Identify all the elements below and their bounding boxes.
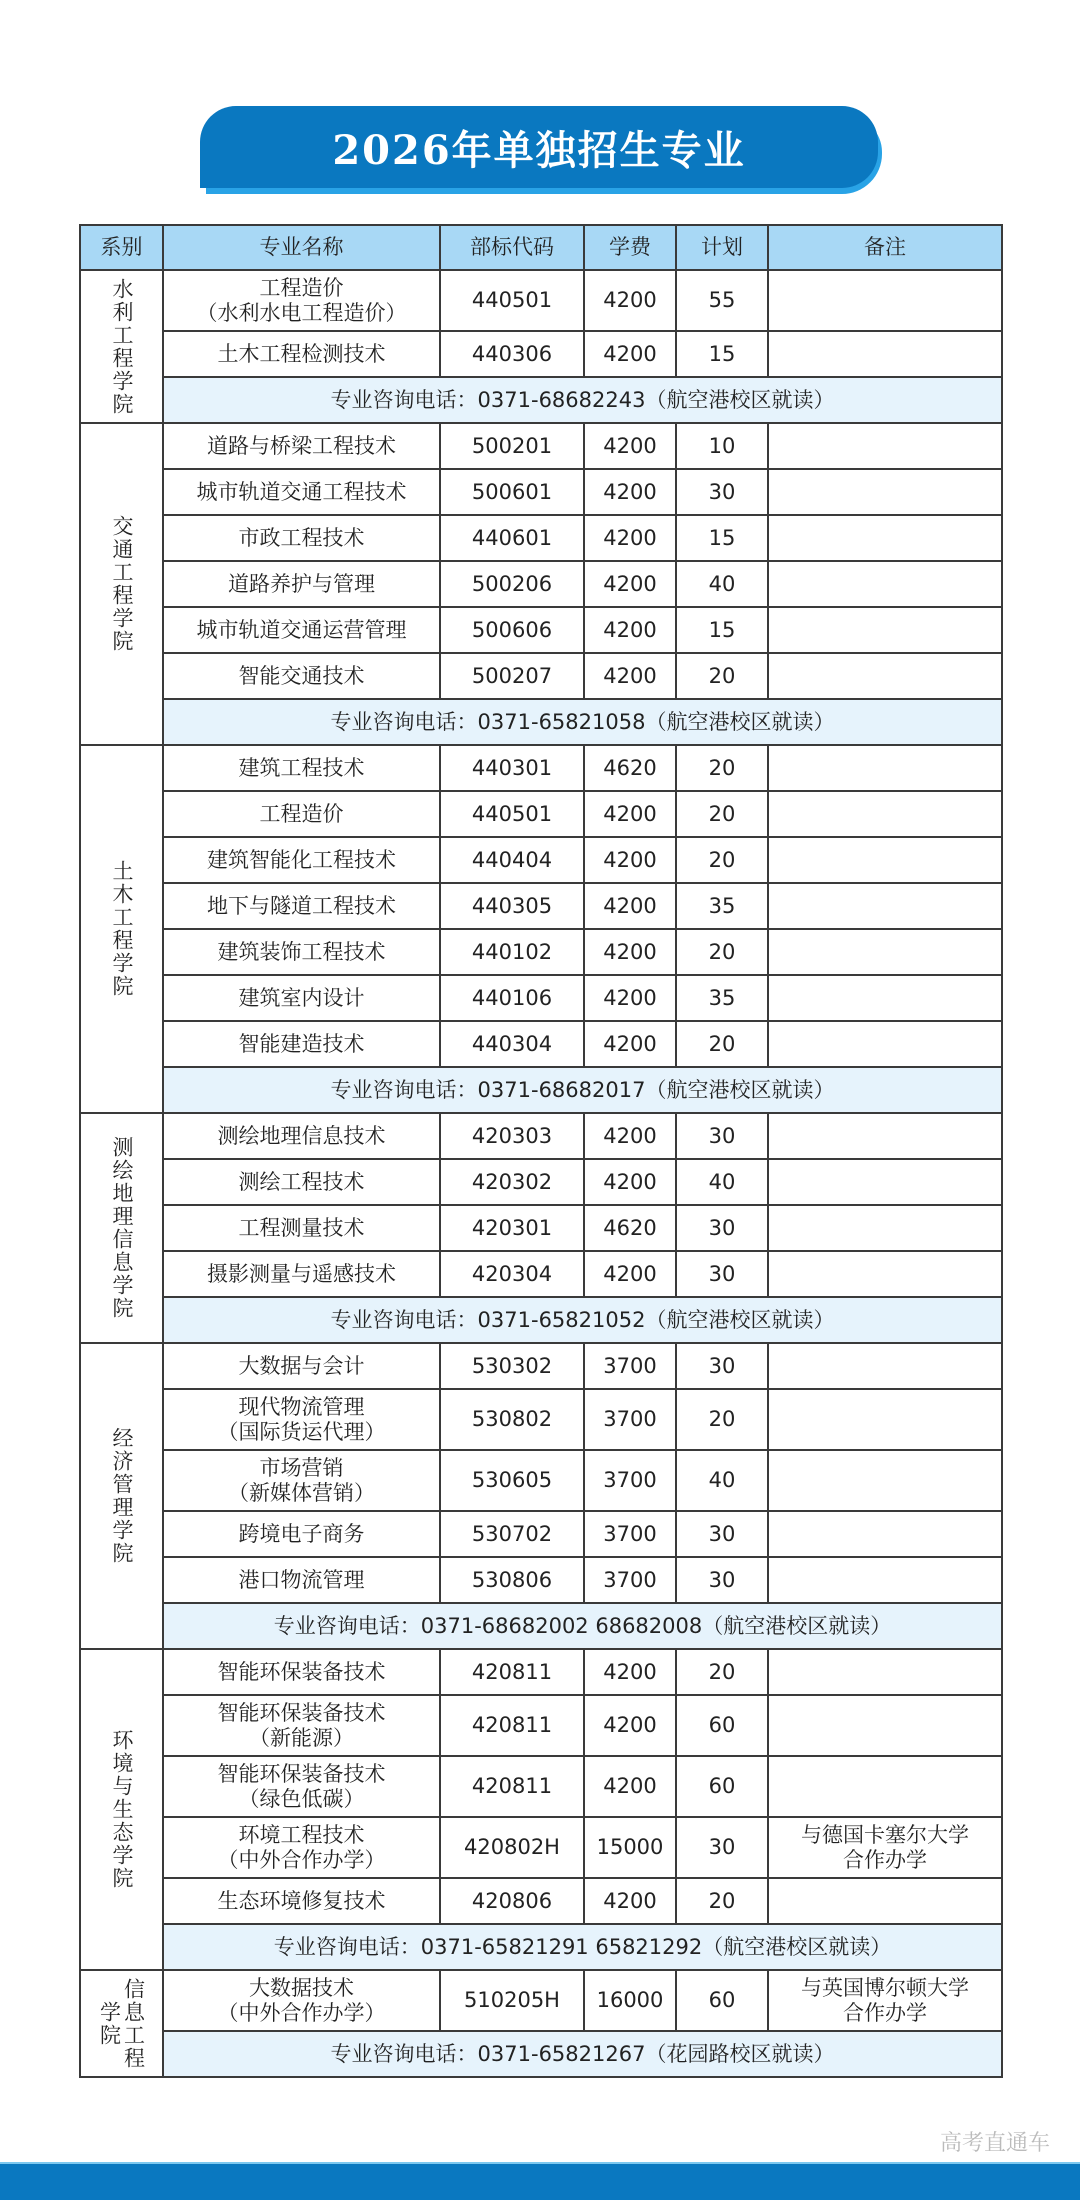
table-row bbox=[80, 653, 1002, 699]
footer-bar bbox=[0, 2162, 1080, 2200]
table-row bbox=[80, 975, 1002, 1021]
major-name: 大数据与会计 bbox=[163, 1343, 440, 1389]
major-name: 环境工程技术 （中外合作办学） bbox=[163, 1817, 440, 1878]
major-name: 生态环境修复技术 bbox=[163, 1878, 440, 1924]
table-row bbox=[80, 1695, 1002, 1756]
major-name: 道路养护与管理 bbox=[163, 561, 440, 607]
table-row bbox=[80, 791, 1002, 837]
major-code: 440501 bbox=[440, 270, 584, 331]
major-name: 现代物流管理 （国际货运代理） bbox=[163, 1389, 440, 1450]
remark bbox=[768, 1113, 1002, 1159]
plan: 40 bbox=[676, 1450, 768, 1511]
major-code: 530702 bbox=[440, 1511, 584, 1557]
phone-row bbox=[80, 699, 1002, 745]
phone-row bbox=[80, 2031, 1002, 2077]
table-row bbox=[80, 607, 1002, 653]
major-name: 城市轨道交通工程技术 bbox=[163, 469, 440, 515]
table-row bbox=[80, 1649, 1002, 1695]
page-title: 2026年单独招生专业 bbox=[200, 106, 878, 188]
tuition: 4200 bbox=[584, 837, 676, 883]
plan: 20 bbox=[676, 837, 768, 883]
plan: 10 bbox=[676, 423, 768, 469]
phone-row bbox=[80, 1603, 1002, 1649]
major-name: 建筑工程技术 bbox=[163, 745, 440, 791]
major-code: 420304 bbox=[440, 1251, 584, 1297]
major-code: 420811 bbox=[440, 1649, 584, 1695]
major-name: 智能环保装备技术 （新能源） bbox=[163, 1695, 440, 1756]
tuition: 4200 bbox=[584, 791, 676, 837]
remark bbox=[768, 270, 1002, 331]
major-name: 智能交通技术 bbox=[163, 653, 440, 699]
major-name: 工程造价 （水利水电工程造价） bbox=[163, 270, 440, 331]
major-code: 420802H bbox=[440, 1817, 584, 1878]
plan: 15 bbox=[676, 515, 768, 561]
consult-phone: 专业咨询电话：0371-65821058（航空港校区就读） bbox=[163, 699, 1002, 745]
major-name: 跨境电子商务 bbox=[163, 1511, 440, 1557]
major-code: 420811 bbox=[440, 1695, 584, 1756]
watermark: 高考直通车 bbox=[939, 2131, 1050, 2156]
remark bbox=[768, 929, 1002, 975]
table-row bbox=[80, 1343, 1002, 1389]
plan: 15 bbox=[676, 607, 768, 653]
tuition: 4200 bbox=[584, 1649, 676, 1695]
remark bbox=[768, 1756, 1002, 1817]
remark bbox=[768, 1205, 1002, 1251]
major-code: 440404 bbox=[440, 837, 584, 883]
table-row bbox=[80, 1756, 1002, 1817]
major-code: 440501 bbox=[440, 791, 584, 837]
major-name: 建筑装饰工程技术 bbox=[163, 929, 440, 975]
plan: 20 bbox=[676, 1649, 768, 1695]
remark bbox=[768, 469, 1002, 515]
major-name: 测绘地理信息技术 bbox=[163, 1113, 440, 1159]
consult-phone: 专业咨询电话：0371-65821052（航空港校区就读） bbox=[163, 1297, 1002, 1343]
consult-phone: 专业咨询电话：0371-68682002 68682008（航空港校区就读） bbox=[163, 1603, 1002, 1649]
plan: 30 bbox=[676, 1511, 768, 1557]
major-code: 500601 bbox=[440, 469, 584, 515]
remark bbox=[768, 1450, 1002, 1511]
tuition: 4200 bbox=[584, 331, 676, 377]
column-header: 备注 bbox=[768, 225, 1002, 270]
table-row bbox=[80, 1817, 1002, 1878]
major-code: 420303 bbox=[440, 1113, 584, 1159]
major-code: 440106 bbox=[440, 975, 584, 1021]
major-code: 500201 bbox=[440, 423, 584, 469]
tuition: 4200 bbox=[584, 469, 676, 515]
major-code: 510205H bbox=[440, 1970, 584, 2031]
table-row bbox=[80, 515, 1002, 561]
remark bbox=[768, 1695, 1002, 1756]
tuition: 4200 bbox=[584, 1113, 676, 1159]
tuition: 4200 bbox=[584, 1695, 676, 1756]
table-row bbox=[80, 270, 1002, 331]
table-row bbox=[80, 929, 1002, 975]
table-row bbox=[80, 1511, 1002, 1557]
tuition: 3700 bbox=[584, 1450, 676, 1511]
table-row bbox=[80, 837, 1002, 883]
plan: 15 bbox=[676, 331, 768, 377]
major-code: 440305 bbox=[440, 883, 584, 929]
tuition: 4200 bbox=[584, 515, 676, 561]
table-row bbox=[80, 1970, 1002, 2031]
table-row bbox=[80, 469, 1002, 515]
tuition: 4620 bbox=[584, 1205, 676, 1251]
consult-phone: 专业咨询电话：0371-68682017（航空港校区就读） bbox=[163, 1067, 1002, 1113]
table-row bbox=[80, 883, 1002, 929]
major-name: 港口物流管理 bbox=[163, 1557, 440, 1603]
table-row bbox=[80, 1251, 1002, 1297]
major-code: 440306 bbox=[440, 331, 584, 377]
remark bbox=[768, 975, 1002, 1021]
column-header: 部标代码 bbox=[440, 225, 584, 270]
major-code: 440601 bbox=[440, 515, 584, 561]
remark: 与英国博尔顿大学 合作办学 bbox=[768, 1970, 1002, 2031]
remark bbox=[768, 1343, 1002, 1389]
remark bbox=[768, 1649, 1002, 1695]
tuition: 4200 bbox=[584, 1021, 676, 1067]
department-name: 水利工程学院 bbox=[80, 270, 163, 423]
major-code: 500606 bbox=[440, 607, 584, 653]
major-code: 500206 bbox=[440, 561, 584, 607]
table-row bbox=[80, 1021, 1002, 1067]
column-header: 系别 bbox=[80, 225, 163, 270]
table-row bbox=[80, 1450, 1002, 1511]
major-code: 420301 bbox=[440, 1205, 584, 1251]
major-name: 道路与桥梁工程技术 bbox=[163, 423, 440, 469]
department-name: 经济管理学院 bbox=[80, 1343, 163, 1649]
major-code: 530806 bbox=[440, 1557, 584, 1603]
tuition: 4200 bbox=[584, 929, 676, 975]
major-code: 440301 bbox=[440, 745, 584, 791]
plan: 60 bbox=[676, 1756, 768, 1817]
phone-row bbox=[80, 1924, 1002, 1970]
department-name: 测绘地理信息学院 bbox=[80, 1113, 163, 1343]
plan: 30 bbox=[676, 1113, 768, 1159]
tuition: 4200 bbox=[584, 1159, 676, 1205]
phone-row bbox=[80, 1297, 1002, 1343]
consult-phone: 专业咨询电话：0371-65821267（花园路校区就读） bbox=[163, 2031, 1002, 2077]
remark bbox=[768, 1878, 1002, 1924]
major-name: 摄影测量与遥感技术 bbox=[163, 1251, 440, 1297]
tuition: 4200 bbox=[584, 1251, 676, 1297]
remark bbox=[768, 1021, 1002, 1067]
major-name: 地下与隧道工程技术 bbox=[163, 883, 440, 929]
plan: 20 bbox=[676, 1389, 768, 1450]
major-code: 500207 bbox=[440, 653, 584, 699]
tuition: 4200 bbox=[584, 607, 676, 653]
remark bbox=[768, 791, 1002, 837]
plan: 35 bbox=[676, 883, 768, 929]
tuition: 3700 bbox=[584, 1557, 676, 1603]
tuition: 16000 bbox=[584, 1970, 676, 2031]
major-code: 420806 bbox=[440, 1878, 584, 1924]
tuition: 4200 bbox=[584, 883, 676, 929]
table-row bbox=[80, 561, 1002, 607]
tuition: 4200 bbox=[584, 561, 676, 607]
majors-table bbox=[79, 224, 1003, 2078]
plan: 40 bbox=[676, 1159, 768, 1205]
major-name: 智能环保装备技术 bbox=[163, 1649, 440, 1695]
major-name: 城市轨道交通运营管理 bbox=[163, 607, 440, 653]
department-name: 交通工程学院 bbox=[80, 423, 163, 745]
tuition: 4620 bbox=[584, 745, 676, 791]
major-name: 土木工程检测技术 bbox=[163, 331, 440, 377]
remark bbox=[768, 1389, 1002, 1450]
remark bbox=[768, 1251, 1002, 1297]
table-row bbox=[80, 331, 1002, 377]
plan: 20 bbox=[676, 929, 768, 975]
tuition: 3700 bbox=[584, 1511, 676, 1557]
column-header: 学费 bbox=[584, 225, 676, 270]
plan: 30 bbox=[676, 469, 768, 515]
table-row bbox=[80, 1159, 1002, 1205]
table-row bbox=[80, 745, 1002, 791]
remark bbox=[768, 1557, 1002, 1603]
plan: 20 bbox=[676, 1878, 768, 1924]
tuition: 3700 bbox=[584, 1343, 676, 1389]
consult-phone: 专业咨询电话：0371-68682243（航空港校区就读） bbox=[163, 377, 1002, 423]
plan: 30 bbox=[676, 1817, 768, 1878]
tuition: 4200 bbox=[584, 423, 676, 469]
remark: 与德国卡塞尔大学 合作办学 bbox=[768, 1817, 1002, 1878]
plan: 60 bbox=[676, 1970, 768, 2031]
table-row bbox=[80, 1113, 1002, 1159]
plan: 30 bbox=[676, 1557, 768, 1603]
major-name: 工程造价 bbox=[163, 791, 440, 837]
column-header: 计划 bbox=[676, 225, 768, 270]
remark bbox=[768, 561, 1002, 607]
remark bbox=[768, 883, 1002, 929]
major-code: 530802 bbox=[440, 1389, 584, 1450]
plan: 55 bbox=[676, 270, 768, 331]
major-code: 440304 bbox=[440, 1021, 584, 1067]
remark bbox=[768, 331, 1002, 377]
tuition: 15000 bbox=[584, 1817, 676, 1878]
major-name: 智能环保装备技术 （绿色低碳） bbox=[163, 1756, 440, 1817]
plan: 20 bbox=[676, 653, 768, 699]
table-row bbox=[80, 1205, 1002, 1251]
major-name: 工程测量技术 bbox=[163, 1205, 440, 1251]
consult-phone: 专业咨询电话：0371-65821291 65821292（航空港校区就读） bbox=[163, 1924, 1002, 1970]
major-name: 市政工程技术 bbox=[163, 515, 440, 561]
major-code: 440102 bbox=[440, 929, 584, 975]
remark bbox=[768, 423, 1002, 469]
remark bbox=[768, 1159, 1002, 1205]
table-row bbox=[80, 1389, 1002, 1450]
tuition: 3700 bbox=[584, 1389, 676, 1450]
plan: 20 bbox=[676, 1021, 768, 1067]
major-code: 420302 bbox=[440, 1159, 584, 1205]
major-code: 530605 bbox=[440, 1450, 584, 1511]
plan: 20 bbox=[676, 745, 768, 791]
major-code: 530302 bbox=[440, 1343, 584, 1389]
major-name: 测绘工程技术 bbox=[163, 1159, 440, 1205]
major-name: 建筑室内设计 bbox=[163, 975, 440, 1021]
table-row bbox=[80, 423, 1002, 469]
plan: 30 bbox=[676, 1205, 768, 1251]
major-name: 大数据技术 （中外合作办学） bbox=[163, 1970, 440, 2031]
major-name: 建筑智能化工程技术 bbox=[163, 837, 440, 883]
tuition: 4200 bbox=[584, 1756, 676, 1817]
department-name: 土木工程学院 bbox=[80, 745, 163, 1113]
tuition: 4200 bbox=[584, 653, 676, 699]
tuition: 4200 bbox=[584, 975, 676, 1021]
remark bbox=[768, 607, 1002, 653]
plan: 30 bbox=[676, 1343, 768, 1389]
tuition: 4200 bbox=[584, 270, 676, 331]
phone-row bbox=[80, 1067, 1002, 1113]
table-row bbox=[80, 1878, 1002, 1924]
remark bbox=[768, 837, 1002, 883]
phone-row bbox=[80, 377, 1002, 423]
department-name: 信息工程学院 bbox=[80, 1970, 163, 2077]
department-name: 环境与生态学院 bbox=[80, 1649, 163, 1970]
major-name: 市场营销 （新媒体营销） bbox=[163, 1450, 440, 1511]
plan: 30 bbox=[676, 1251, 768, 1297]
column-header: 专业名称 bbox=[163, 225, 440, 270]
major-name: 智能建造技术 bbox=[163, 1021, 440, 1067]
table-row bbox=[80, 1557, 1002, 1603]
remark bbox=[768, 653, 1002, 699]
remark bbox=[768, 1511, 1002, 1557]
remark bbox=[768, 745, 1002, 791]
major-code: 420811 bbox=[440, 1756, 584, 1817]
plan: 40 bbox=[676, 561, 768, 607]
plan: 20 bbox=[676, 791, 768, 837]
remark bbox=[768, 515, 1002, 561]
plan: 60 bbox=[676, 1695, 768, 1756]
title-banner bbox=[200, 106, 878, 188]
tuition: 4200 bbox=[584, 1878, 676, 1924]
plan: 35 bbox=[676, 975, 768, 1021]
